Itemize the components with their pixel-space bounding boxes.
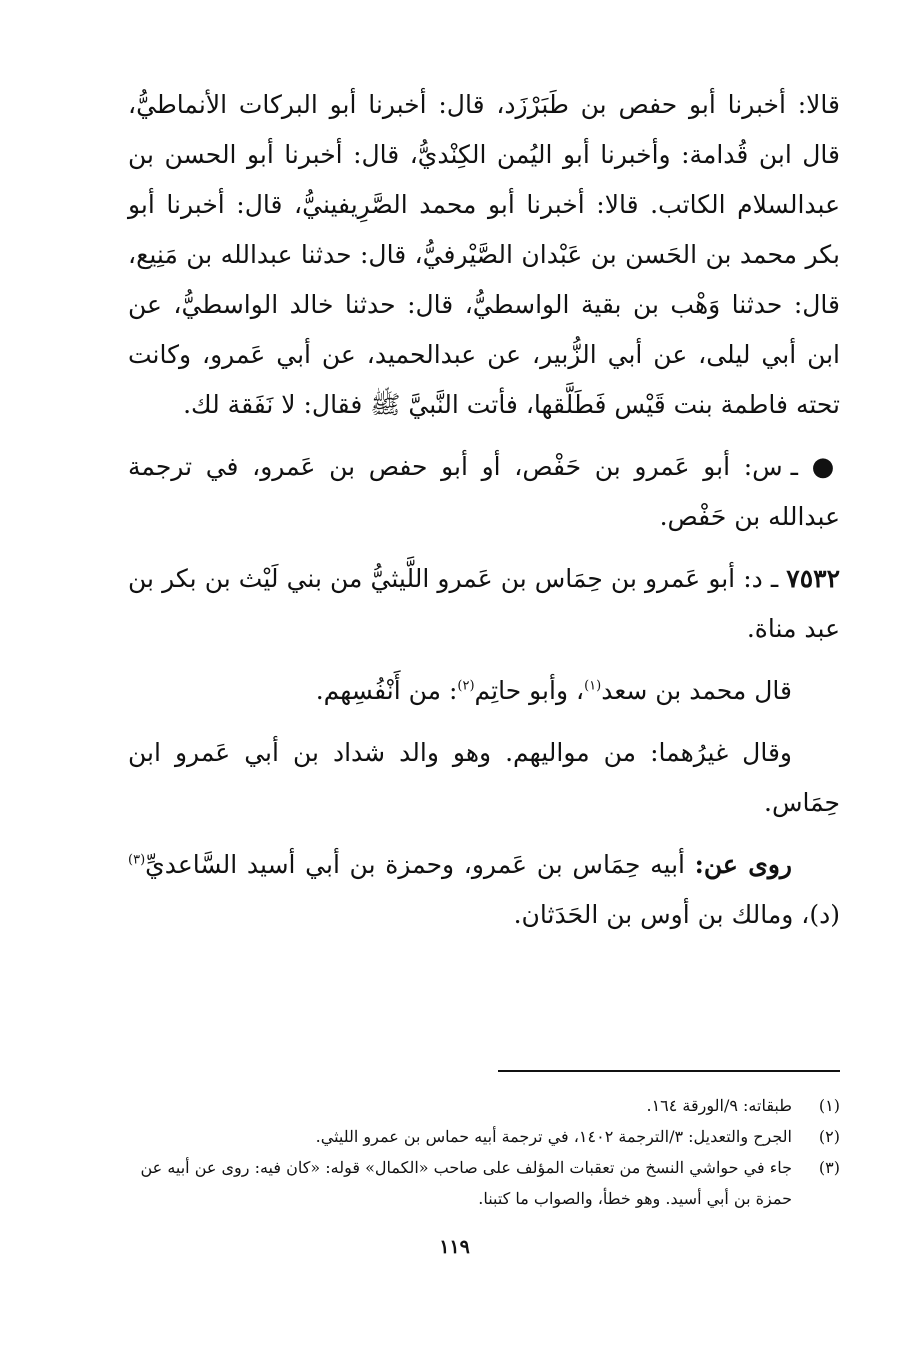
entry-heading (128, 554, 840, 654)
narrates-part-2: (د)، ومالك بن أوس بن الحَدَثان. (513, 900, 840, 929)
footnote-text: الجرح والتعديل: ٣/الترجمة ١٤٠٢، في ترجمة أبيه حماس بن عمرو الليثي. (315, 1127, 792, 1146)
main-text (128, 80, 840, 940)
footnote-number: (٣) (818, 1158, 840, 1177)
quote-part-1: قال محمد بن سعد (601, 676, 792, 705)
cross-reference (128, 442, 840, 542)
footnote-ref-1[interactable]: (١) (584, 678, 602, 694)
quote-part-2: ، وأبو حاتِم (474, 676, 585, 705)
footnote-ref-2[interactable]: (٢) (457, 678, 475, 694)
footnote-3 (128, 1152, 840, 1214)
footnote-text: طبقاته: ٩/الورقة ١٦٤. (646, 1096, 792, 1115)
narrates-paragraph (128, 840, 840, 940)
quote-part-3: : من أَنْفُسِهم. (315, 676, 458, 705)
page-number: ١١٩ (439, 1236, 470, 1258)
footnotes (128, 1090, 840, 1214)
entry-number: ٧٥٣٢ (786, 564, 840, 593)
other-opinion: وقال غيرُهما: من مواليهم. وهو والد شداد بن أبي عَمرو ابن حِمَاس. (128, 738, 840, 817)
entry-text: ـ د: أبو عَمرو بن حِمَاس بن عَمرو اللَّيثيُّ من بني لَيْث بن بكر بن عبد مناة. (128, 564, 840, 643)
quote-paragraph (128, 666, 840, 716)
footnote-ref-3[interactable]: (٣) (128, 852, 146, 868)
footnote-divider (498, 1070, 840, 1072)
footnote-number: (٢) (818, 1127, 840, 1146)
isnad-paragraph: قالا: أخبرنا أبو حفص بن طَبَرْزَد، قال: أخبرنا أبو البركات الأنماطيُّ، قال ابن قُدامة: وأخبرنا أبو اليُمن الكِنْديُّ، قال: أخبرنا أبو الحسن بن عبدالسلام الكاتب. قالا: أخبرنا أبو محمد الصَّرِيفينيُّ، قال: أخبرنا أبو بكر محمد بن الحَسن بن عَبْدان الصَّيْرفيُّ، قال: حدثنا عبدالله بن مَنِيع، قال: حدثنا وَهْب بن بقية الواسطيُّ، قال: حدثنا خالد الواسطيُّ، عن ابن أبي ليلى، عن أبي الزُّبير، عن عبدالحميد، عن أبي عَمرو، وكانت تحته فاطمة بنت قَيْس فَطَلَّقها، فأتت النَّبيَّ ﷺ فقال: لا نَفَقة لك. (128, 90, 840, 419)
narrates-part-1: أبيه حِمَاس بن عَمرو، وحمزة بن أبي أسيد السَّاعديِّ (145, 850, 695, 879)
footnote-text: جاء في حواشي النسخ من تعقبات المؤلف على صاحب «الكمال» قوله: «كان فيه: روى عن أبيه عن حمزة بن أبي أسيد. وهو خطأ، والصواب ما كتبنا. (140, 1158, 792, 1208)
footnote-number: (١) (818, 1096, 840, 1115)
footnote-2 (128, 1121, 840, 1152)
cross-reference-text: ـ س: أبو عَمرو بن حَفْص، أو أبو حفص بن عَمرو، في ترجمة عبدالله بن حَفْص. (128, 452, 840, 531)
bullet-icon: ● (811, 452, 841, 482)
narrates-label: روى عن: (694, 850, 792, 879)
footnote-1 (128, 1090, 840, 1121)
